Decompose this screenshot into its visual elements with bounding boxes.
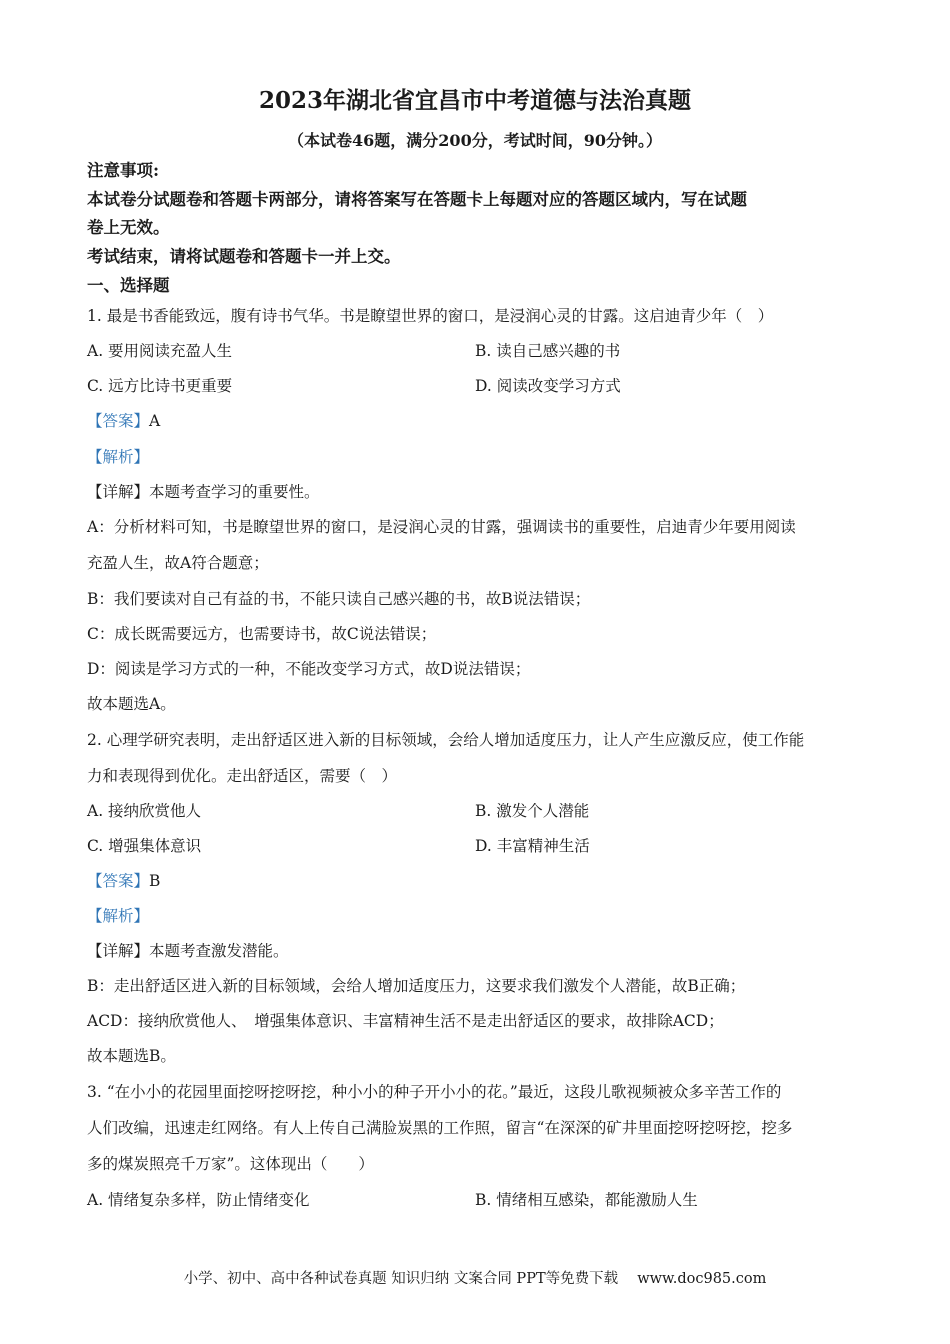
answer-line: [87, 870, 160, 892]
question-stem: 3. “在小小的花园里面挖呀挖呀挖，种小小的种子开小小的花。”最近，这段儿歌视频被众多辛苦工作的: [87, 1083, 782, 1101]
notice-heading: 注意事项:: [87, 161, 160, 180]
option-c: C. 增强集体意识: [87, 837, 202, 855]
option-a: A. 要用阅读充盈人生: [87, 342, 233, 360]
question-stem: 力和表现得到优化。走出舒适区，需要（ ）: [87, 767, 398, 785]
detail-line: 【详解】本题考查学习的重要性。: [87, 483, 320, 501]
answer-tag: 【答案】: [87, 872, 150, 890]
section-heading: 一、选择题: [87, 276, 170, 295]
option-c: C. 远方比诗书更重要: [87, 377, 233, 395]
question-stem: 1. 最是书香能致远，腹有诗书气华。书是瞭望世界的窗口，是浸润心灵的甘露。这启迪青少年（ ）: [87, 307, 774, 325]
question-stem: 2. 心理学研究表明，走出舒适区进入新的目标领域，会给人增加适度压力，让人产生应激反应，使工作能: [87, 731, 805, 749]
exam-info: （本试卷46题，满分200分，考试时间，90分钟。）: [288, 131, 662, 150]
explanation-line: B：走出舒适区进入新的目标领域，会给人增加适度压力，这要求我们激发个人潜能，故B正确；: [87, 977, 746, 995]
conclusion-line: 故本题选B。: [87, 1047, 176, 1065]
explanation-line: ACD：接纳欣赏他人、 增强集体意识、丰富精神生活不是走出舒适区的要求，故排除ACD；: [87, 1012, 724, 1030]
conclusion-line: 故本题选A。: [87, 695, 176, 713]
option-b: B. 读自己感兴趣的书: [475, 342, 621, 360]
option-b: B. 情绪相互感染，都能激励人生: [475, 1191, 698, 1209]
answer-value: B: [149, 872, 161, 890]
option-a: A. 接纳欣赏他人: [87, 802, 202, 820]
explanation-line: 充盈人生，故A符合题意；: [87, 554, 269, 572]
notice-line: 考试结束，请将试题卷和答题卡一并上交。: [87, 247, 401, 266]
question-stem: 人们改编，迅速走红网络。有人上传自己满脸炭黑的工作照，留言“在深深的矿井里面挖呀挖呀挖，挖多: [87, 1119, 793, 1137]
explanation-line: A：分析材料可知，书是瞭望世界的窗口，是浸润心灵的甘露，强调读书的重要性，启迪青少年要用阅读: [87, 518, 796, 536]
option-b: B. 激发个人潜能: [475, 802, 590, 820]
notice-line: 本试卷分试题卷和答题卡两部分，请将答案写在答题卡上每题对应的答题区域内，写在试题: [87, 190, 747, 209]
option-d: D. 阅读改变学习方式: [475, 377, 621, 395]
notice-line: 卷上无效。: [87, 218, 170, 237]
page-footer: 小学、初中、高中各种试卷真题 知识归纳 文案合同 PPT等免费下载 www.doc985.com: [183, 1271, 767, 1287]
analysis-tag: 【解析】: [87, 448, 150, 466]
answer-value: A: [149, 412, 161, 430]
option-a: A. 情绪复杂多样，防止情绪变化: [87, 1191, 310, 1209]
explanation-line: B：我们要读对自己有益的书，不能只读自己感兴趣的书，故B说法错误；: [87, 590, 591, 608]
answer-tag: 【答案】: [87, 412, 150, 430]
question-stem: 多的煤炭照亮千万家”。这体现出（ ）: [87, 1155, 374, 1173]
option-d: D. 丰富精神生活: [475, 837, 590, 855]
page-title: 2023年湖北省宜昌市中考道德与法治真题: [258, 87, 691, 114]
answer-line: [87, 410, 160, 432]
analysis-tag: 【解析】: [87, 907, 150, 925]
detail-line: 【详解】本题考查激发潜能。: [87, 942, 289, 960]
explanation-line: C：成长既需要远方，也需要诗书，故C说法错误；: [87, 625, 437, 643]
explanation-line: D：阅读是学习方式的一种，不能改变学习方式，故D说法错误；: [87, 660, 531, 678]
